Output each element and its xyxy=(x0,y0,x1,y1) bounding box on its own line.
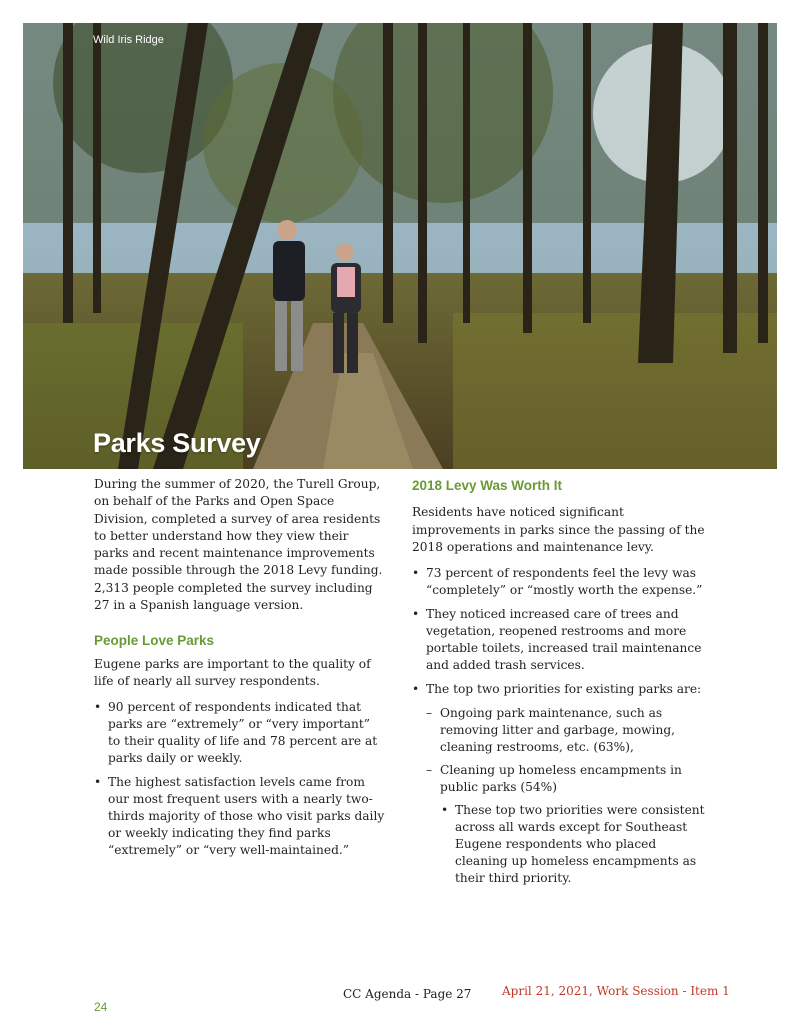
intro-paragraph: During the summer of 2020, the Turell Group, on behalf of the Parks and Open Space Division, completed a survey of area residents to better understand how they view their parks and recent maintenance improvements made possible through the 2018 Levy funding. 2,313 people completed the survey including 27 in a Spanish language version. xyxy=(94,477,383,613)
list-item-text: They noticed increased care of trees and vegetation, reopened restrooms and more portable toilets, increased trail maintenance and added trash services. xyxy=(426,607,702,673)
hero-photo xyxy=(23,23,777,469)
photo-caption: Wild Iris Ridge xyxy=(93,34,164,46)
list-item xyxy=(412,565,712,599)
right-column xyxy=(412,477,712,887)
bullet-marker: • xyxy=(441,803,449,818)
list-item xyxy=(94,774,386,859)
forest-trail-illustration xyxy=(23,23,777,469)
list-item-text: The highest satisfaction levels came from our most frequent users with a nearly two-thirds majority of those who visit parks daily or weekly indicating they find parks “extremely” or “very well-maintained.” xyxy=(108,775,385,858)
nested-list-item xyxy=(412,802,712,887)
list-item-text: The top two priorities for existing parks are: xyxy=(426,682,702,697)
footer-agenda-label: CC Agenda - Page 27 xyxy=(343,987,472,1001)
bullet-marker: • xyxy=(94,700,102,715)
section-heading-people-love-parks: People Love Parks xyxy=(94,633,215,649)
sub-list-item-text: Ongoing park maintenance, such as removing litter and garbage, mowing, cleaning restrooms, etc. (63%), xyxy=(440,706,676,755)
list-item xyxy=(94,699,386,767)
nested-list-item-text: These top two priorities were consistent across all wards except for Southeast Eugene respondents who placed cleaning up homeless encampments as their third priority. xyxy=(455,803,705,886)
sub-list-item xyxy=(412,762,712,796)
sub-list-item-text: Cleaning up homeless encampments in public parks (54%) xyxy=(440,763,682,795)
left-column xyxy=(94,476,386,866)
bullet-list xyxy=(94,699,386,859)
list-item xyxy=(412,681,712,698)
footer-date-label: April 21, 2021, Work Session - Item 1 xyxy=(502,984,730,998)
section-intro: Residents have noticed significant improvements in parks since the passing of the 2018 operations and maintenance levy. xyxy=(412,505,705,554)
section-intro: Eugene parks are important to the quality of life of nearly all survey respondents. xyxy=(94,656,371,688)
bullet-marker: • xyxy=(412,607,420,622)
bullet-marker: • xyxy=(94,775,102,790)
section-heading-levy: 2018 Levy Was Worth It xyxy=(412,478,563,493)
bullet-marker: • xyxy=(412,682,420,697)
page-title: Parks Survey xyxy=(93,428,261,458)
bullet-list xyxy=(412,565,712,887)
dash-marker: – xyxy=(426,706,433,721)
list-item xyxy=(412,606,712,674)
page-number: 24 xyxy=(94,1000,108,1014)
list-item-text: 90 percent of respondents indicated that parks are “extremely” or “very important” to their quality of life and 78 percent are at parks daily or weekly. xyxy=(108,700,378,766)
dash-marker: – xyxy=(426,763,433,778)
list-item-text: 73 percent of respondents feel the levy was “completely” or “mostly worth the expense.” xyxy=(426,566,703,598)
sub-list-item xyxy=(412,705,712,756)
bullet-marker: • xyxy=(412,566,420,581)
